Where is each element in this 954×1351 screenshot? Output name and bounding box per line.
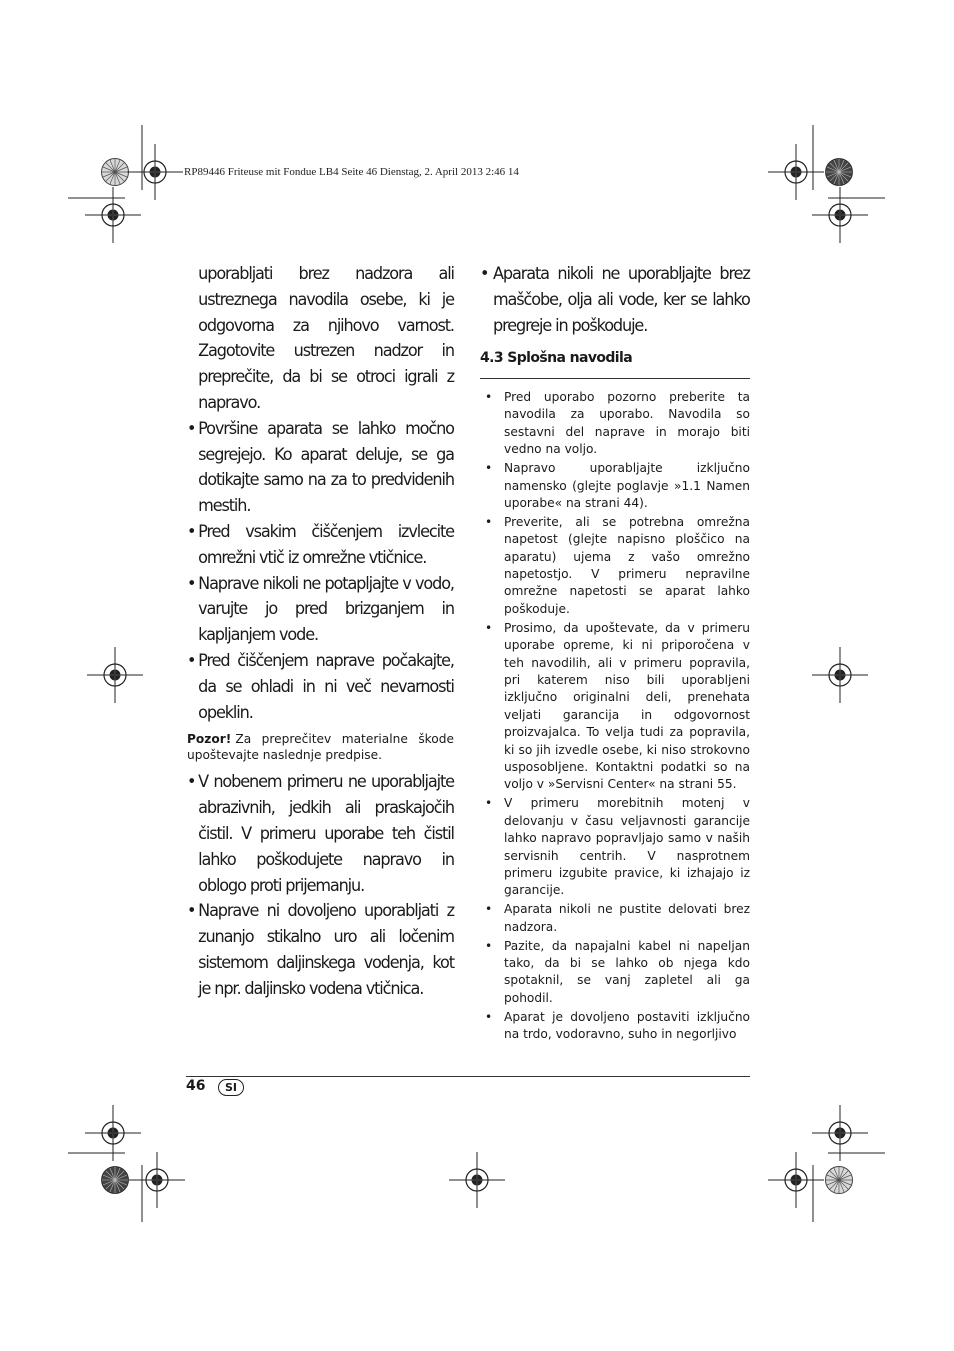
list-item: • Prosimo, da upoštevate, da v primeru uporabe opreme, ki ni priporočena v teh navodilih, ali v primeru popravila, pri katerem niso bili uporabljeni izključno originalni deli, prenehata veljati garancija in odgovornost proizvajalca. To velja tudi za popravila, ki so jih izvedle osebe, ki niso strokovno usposobljene. Kontaktni podatki so na voljo v »Servisni Center« na strani 55. (480, 620, 750, 794)
safety-block-b (187, 770, 454, 1002)
right-column (480, 262, 750, 339)
print-slug: RP89446 Friteuse mit Fondue LB4 Seite 46 Dienstag, 2. April 2013 2:46 14 (184, 166, 519, 178)
list-item: • Napravo uporabljajte izključno namensko (glejte poglavje »1.1 Namen uporabe« na strani 44). (480, 460, 750, 512)
list-item: • Aparata nikoli ne pustite delovati brez nadzora. (480, 901, 750, 936)
caution-text: Za preprečitev materialne škode upoštevajte naslednje predpise. (187, 732, 454, 763)
safety-block-a (187, 262, 454, 726)
general-instructions-list (480, 389, 750, 1045)
list-item: • Pred vsakim čiščenjem izvlecite omrežni vtič iz omrežne vtičnice. (187, 520, 454, 572)
list-item: • Pred uporabo pozorno preberite ta navodila za uporabo. Navodila so sestavni del naprave in morajo biti vedno na voljo. (480, 389, 750, 459)
section-divider (480, 378, 750, 379)
safety-block-c (480, 262, 750, 339)
page-number: 46 (186, 1078, 206, 1094)
list-item: • Aparat je dovoljeno postaviti izključno na trdo, vodoravno, suho in negorljivo (480, 1009, 750, 1044)
list-item: • Površine aparata se lahko močno segrejejo. Ko aparat deluje, se ga dotikajte samo na za to predvidenih mestih. (187, 417, 454, 520)
section-heading: 4.3 Splošna navodila (480, 350, 633, 366)
footer-divider (186, 1076, 750, 1077)
list-item: • Pred čiščenjem naprave počakajte, da se ohladi in ni več nevarnosti opeklin. (187, 649, 454, 726)
list-item: • Aparata nikoli ne uporabljajte brez maščobe, olja ali vode, ker se lahko pregreje in poškoduje. (480, 262, 750, 339)
language-badge: SI (218, 1079, 244, 1096)
list-item: • V nobenem primeru ne uporabljajte abrazivnih, jedkih ali praskajočih čistil. V primeru uporabe teh čistil lahko poškodujete napravo in oblogo proti prijemanju. (187, 770, 454, 899)
caution-note (187, 731, 454, 763)
left-column (187, 262, 454, 1003)
caution-label: Pozor! (187, 732, 232, 747)
list-item: • V primeru morebitnih motenj v delovanju v času veljavnosti garancije lahko napravo popravljajo samo v naših servisnih centrih. V nasprotnem primeru izgubite pravice, ki izhajajo iz garancije. (480, 795, 750, 899)
intro-paragraph: uporabljati brez nadzora ali ustreznega navodila osebe, ki je odgovorna za njihovo varnost. Zagotovite ustrezen nadzor in preprečite, da bi se otroci igrali z napravo. (198, 264, 454, 413)
list-item: • Preverite, ali se potrebna omrežna napetost (glejte napisno ploščico na aparatu) ujema z vašo omrežno napetostjo. V primeru nepravilne omrežne napetosti se aparat lahko poškoduje. (480, 514, 750, 618)
list-item: • Pazite, da napajalni kabel ni napeljan tako, da bi se lahko ob njega kdo spotaknil, se vanj zapletel ali ga pohodil. (480, 938, 750, 1008)
list-item: • Naprave ni dovoljeno uporabljati z zunanjo stikalno uro ali ločenim sistemom daljinskega vodenja, kot je npr. daljinsko vodena vtičnica. (187, 899, 454, 1002)
list-item: • Naprave nikoli ne potapljajte v vodo, varujte jo pred brizganjem in kapljanjem vode. (187, 572, 454, 649)
